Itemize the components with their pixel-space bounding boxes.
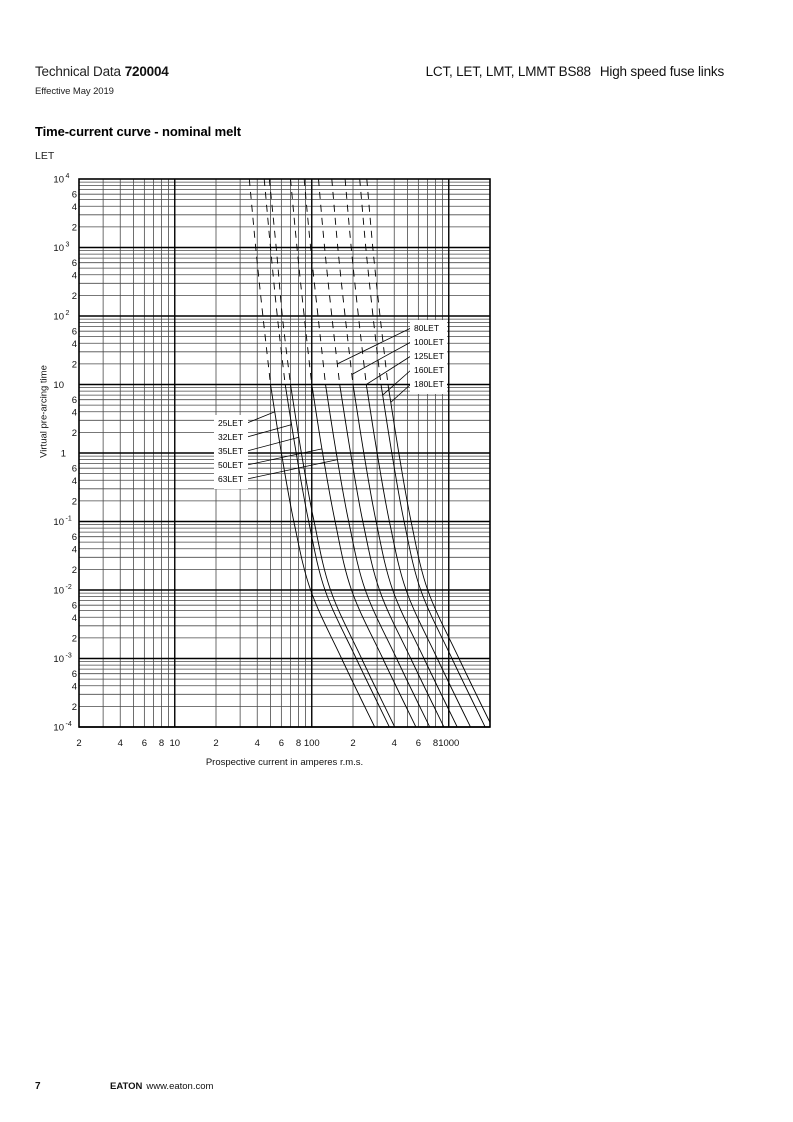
y-tick-4-40: 4 xyxy=(71,338,77,350)
x-tick-1000-1000: 1000 xyxy=(438,738,460,749)
product-line: LCT, LET, LMT, LMMT BS88 xyxy=(425,64,591,79)
label-160LET: 160LET xyxy=(414,365,444,375)
footer-brand-line xyxy=(110,1081,213,1092)
y-tick-4-0.004: 4 xyxy=(71,612,77,624)
y-tick-6-0.0006: 6 xyxy=(71,669,77,681)
grid-major xyxy=(79,179,490,727)
left-leader-lines xyxy=(247,412,337,479)
y-tick-1-1: 1 xyxy=(60,448,66,460)
curve-50LET xyxy=(312,385,416,728)
y-tick-base-0.0001: 10 xyxy=(53,722,64,734)
page-title: Time-current curve - nominal melt xyxy=(35,124,241,139)
x-tick-6-6: 6 xyxy=(141,738,148,749)
page-number: 7 xyxy=(35,1081,41,1092)
label-35LET: 35LET xyxy=(218,446,244,456)
x-tick-8-80: 8 xyxy=(295,738,302,749)
y-tick-2-0.02: 2 xyxy=(71,564,77,576)
curve-dashed-63LET xyxy=(304,179,325,385)
y-tick-4-4000: 4 xyxy=(71,201,77,213)
y-tick-4-0.4: 4 xyxy=(71,475,77,487)
leader-125LET xyxy=(366,356,411,385)
label-180LET: 180LET xyxy=(414,379,444,389)
x-tick-2-2: 2 xyxy=(76,738,82,749)
x-axis-title: Prospective current in amperes r.m.s. xyxy=(205,757,364,768)
x-tick-2-200: 2 xyxy=(350,738,356,749)
y-tick-exp-1000: 3 xyxy=(65,241,70,249)
left-callout-group xyxy=(214,412,337,489)
leader-63LET xyxy=(247,460,337,479)
leader-50LET xyxy=(247,449,322,465)
curve-180LET xyxy=(388,385,492,728)
y-tick-exp-0.1: -1 xyxy=(65,515,72,523)
x-tick-labels xyxy=(76,738,459,749)
y-tick-2-20: 2 xyxy=(71,359,77,371)
y-tick-exp-0.001: -3 xyxy=(65,652,72,660)
curve-63LET xyxy=(326,385,430,728)
y-tick-6-6: 6 xyxy=(71,395,77,407)
x-tick-6-60: 6 xyxy=(278,738,285,749)
curve-25LET xyxy=(271,385,375,728)
curve-dashed-100LET xyxy=(332,179,353,385)
leader-100LET xyxy=(352,342,411,374)
y-tick-6-6000: 6 xyxy=(71,189,77,201)
x-tick-10-10: 10 xyxy=(169,738,181,749)
label-100LET: 100LET xyxy=(414,337,444,347)
y-tick-2-200: 2 xyxy=(71,290,77,302)
label-63LET: 63LET xyxy=(218,474,244,484)
leader-32LET xyxy=(247,425,292,437)
y-tick-exp-10000: 4 xyxy=(65,173,70,180)
series-family-label: LET xyxy=(35,150,55,162)
effective-date: Effective May 2019 xyxy=(35,86,114,97)
y-tick-10-10: 10 xyxy=(53,380,64,391)
y-tick-2-2: 2 xyxy=(71,427,77,439)
y-tick-2-0.002: 2 xyxy=(71,633,77,645)
y-tick-exp-0.0001: -4 xyxy=(65,721,72,728)
y-tick-base-0.001: 10 xyxy=(53,654,64,665)
y-tick-base-0.1: 10 xyxy=(53,517,64,528)
y-axis-title: Virtual pre-arcing time xyxy=(38,365,50,458)
curve-80LET xyxy=(340,385,444,728)
x-tick-2-20: 2 xyxy=(213,738,219,749)
x-tick-4-400: 4 xyxy=(391,738,397,749)
product-description: High speed fuse links xyxy=(599,64,724,79)
y-tick-4-0.04: 4 xyxy=(71,544,77,556)
doc-type-label: Technical Data xyxy=(35,64,121,79)
x-tick-4-40: 4 xyxy=(254,738,260,749)
footer-url: www.eaton.com xyxy=(146,1081,214,1092)
y-tick-6-0.006: 6 xyxy=(71,600,77,612)
leader-80LET xyxy=(337,328,411,364)
y-tick-2-0.0002: 2 xyxy=(71,701,77,713)
label-25LET: 25LET xyxy=(218,418,244,428)
y-tick-6-60: 6 xyxy=(71,326,77,338)
y-tick-2-2000: 2 xyxy=(71,222,77,234)
leader-35LET xyxy=(247,437,299,451)
doc-number: 720004 xyxy=(124,64,169,79)
x-tick-4-4: 4 xyxy=(117,738,123,749)
y-tick-base-100: 10 xyxy=(53,311,64,323)
y-tick-4-4: 4 xyxy=(71,407,77,419)
y-tick-labels xyxy=(53,173,77,734)
curve-dashed-35LET xyxy=(269,179,290,385)
eaton-logo-text: EATON xyxy=(110,1081,143,1092)
y-tick-base-0.01: 10 xyxy=(53,585,64,597)
label-125LET: 125LET xyxy=(414,351,444,361)
label-32LET: 32LET xyxy=(218,432,244,442)
y-tick-2-0.2: 2 xyxy=(71,496,77,508)
y-tick-4-400: 4 xyxy=(71,270,77,282)
y-tick-6-0.06: 6 xyxy=(71,532,77,544)
y-tick-exp-100: 2 xyxy=(65,310,70,317)
y-tick-6-0.6: 6 xyxy=(71,463,77,475)
y-tick-6-600: 6 xyxy=(71,258,77,270)
label-80LET: 80LET xyxy=(414,323,440,333)
curve-dashed-80LET xyxy=(319,179,340,385)
curve-dashed-125LET xyxy=(345,179,366,385)
x-tick-100-100: 100 xyxy=(303,738,320,749)
x-tick-8-8: 8 xyxy=(158,738,165,749)
x-tick-6-600: 6 xyxy=(415,738,422,749)
curve-dashed-50LET xyxy=(291,179,312,385)
x-tick-8-800: 8 xyxy=(432,738,439,749)
y-tick-exp-0.01: -2 xyxy=(65,584,72,591)
y-tick-base-1000: 10 xyxy=(53,243,64,254)
y-tick-4-0.0004: 4 xyxy=(71,681,77,693)
y-tick-base-10000: 10 xyxy=(53,174,64,186)
label-50LET: 50LET xyxy=(218,460,244,470)
